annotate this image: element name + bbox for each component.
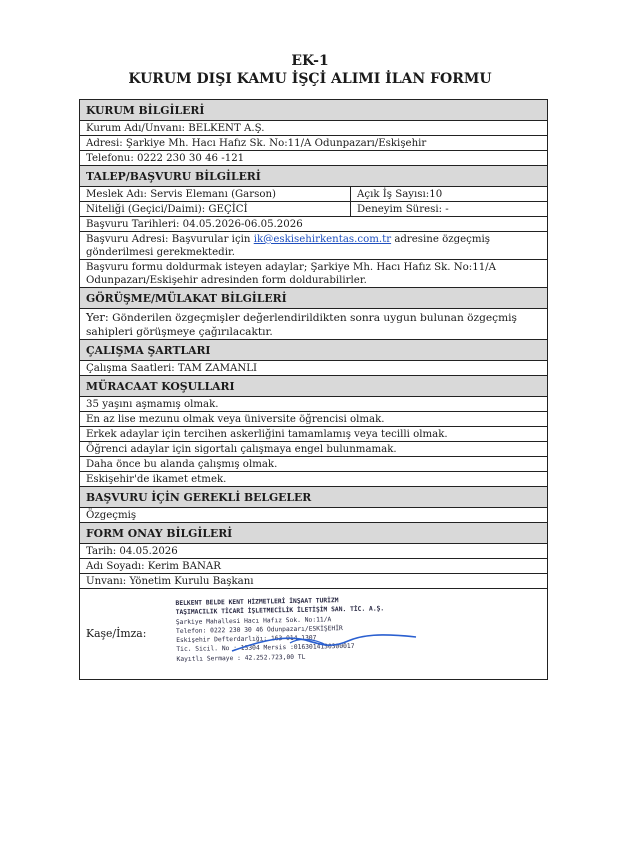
interview-location-label: Yer: <box>86 310 109 324</box>
signature-mark <box>230 631 420 655</box>
form-title: KURUM DIŞI KAMU İŞÇİ ALIMI İLAN FORMU <box>128 71 492 87</box>
section-gorusme-header: GÖRÜŞME/MÜLAKAT BİLGİLERİ <box>80 288 547 309</box>
approver-name: Adı Soyadı: Kerim BANAR <box>80 559 547 574</box>
interview-location <box>80 309 547 340</box>
requirement-item: Eskişehir'de ikamet etmek. <box>80 472 547 487</box>
requirement-item: 35 yaşını aşmamış olmak. <box>80 397 547 412</box>
kurum-address: Adresi: Şarkiye Mh. Hacı Hafız Sk. No:11/A Odunpazarı/Eskişehir <box>80 136 547 151</box>
section-talep-header: TALEP/BAŞVURU BİLGİLERİ <box>80 166 547 187</box>
requirement-item: Öğrenci adaylar için sigortalı çalışmaya engel bulunmamak. <box>80 442 547 457</box>
working-hours: Çalışma Saatleri: TAM ZAMANLI <box>80 361 547 376</box>
section-muracaat-header: MÜRACAAT KOŞULLARI <box>80 376 547 397</box>
stamp-line: TAŞIMACILIK TİCARİ İŞLETMECİLİK İLETİŞİM SAN. TİC. A.Ş. <box>175 605 385 617</box>
experience-duration: Deneyim Süresi: - <box>357 204 449 215</box>
form-annex-label: EK-1 <box>291 53 329 69</box>
stamp-signature-area <box>80 589 547 679</box>
talep-row-2 <box>80 202 547 217</box>
requirement-item: Daha önce bu alanda çalışmış olmak. <box>80 457 547 472</box>
section-calisma-header: ÇALIŞMA ŞARTLARI <box>80 340 547 361</box>
section-belgeler-header: BAŞVURU İÇİN GEREKLİ BELGELER <box>80 487 547 508</box>
open-positions: Açık İş Sayısı:10 <box>357 189 443 200</box>
section-kurum-header: KURUM BİLGİLERİ <box>80 100 547 121</box>
required-document: Özgeçmiş <box>80 508 547 523</box>
application-address-suffix: adresine özgeçmiş gönderilmesi gerekmektedir. <box>86 234 491 258</box>
approval-date: Tarih: 04.05.2026 <box>80 544 547 559</box>
application-email-link[interactable]: ik@eskisehirkentas.com.tr <box>253 234 392 245</box>
application-form-note: Başvuru formu doldurmak isteyen adaylar; Şarkiye Mh. Hacı Hafız Sk. No:11/A Odunpazarı/Eskişehir adresinden form doldurabilirler. <box>80 260 547 288</box>
stamp-line: Eskişehir Defterdarlığı: 163 014 1307 <box>176 634 317 645</box>
application-address-prefix: Başvuru Adresi: Başvurular için <box>86 234 254 245</box>
interview-location-text: Gönderilen özgeçmişler değerlendirildikten sonra uygun bulunan özgeçmiş sahipleri görüşmeye çağırılacaktır. <box>86 312 517 338</box>
occupation-name: Meslek Adı: Servis Elemanı (Garson) <box>80 187 351 201</box>
stamp-line: Telefon: 0222 230 30 46 Odunpazarı/ESKİŞEHİR <box>175 624 343 635</box>
application-dates: Başvuru Tarihleri: 04.05.2026-06.05.2026 <box>80 217 547 232</box>
stamp-signature-label: Kaşe/İmza: <box>86 627 147 640</box>
stamp-line: BELKENT BELDE KENT HİZMETLERİ İNŞAAT TURİZM <box>175 597 339 608</box>
stamp-line: Tic. Sicil. No : 15304 Mersis :0163014130300017 <box>176 643 355 654</box>
announcement-form <box>79 99 548 680</box>
stamp-line: Kayıtlı Sermaye : 42.252.723,00 TL <box>176 653 306 663</box>
application-address <box>80 232 547 260</box>
talep-row-1 <box>80 187 547 202</box>
requirement-item: Erkek adaylar için tercihen askerliğini tamamlamış veya tecilli olmak. <box>80 427 547 442</box>
kurum-phone: Telefonu: 0222 230 30 46 -121 <box>80 151 547 166</box>
kurum-name: Kurum Adı/Unvanı: BELKENT A.Ş. <box>80 121 547 136</box>
requirement-item: En az lise mezunu olmak veya üniversite öğrencisi olmak. <box>80 412 547 427</box>
position-type: Niteliği (Geçici/Daimi): GEÇİCİ <box>80 202 351 216</box>
section-onay-header: FORM ONAY BİLGİLERİ <box>80 523 547 544</box>
approver-title: Unvanı: Yönetim Kurulu Başkanı <box>80 574 547 589</box>
stamp-line: Şarkiye Mahallesi Hacı Hafız Sok. No:11/A <box>175 615 332 626</box>
